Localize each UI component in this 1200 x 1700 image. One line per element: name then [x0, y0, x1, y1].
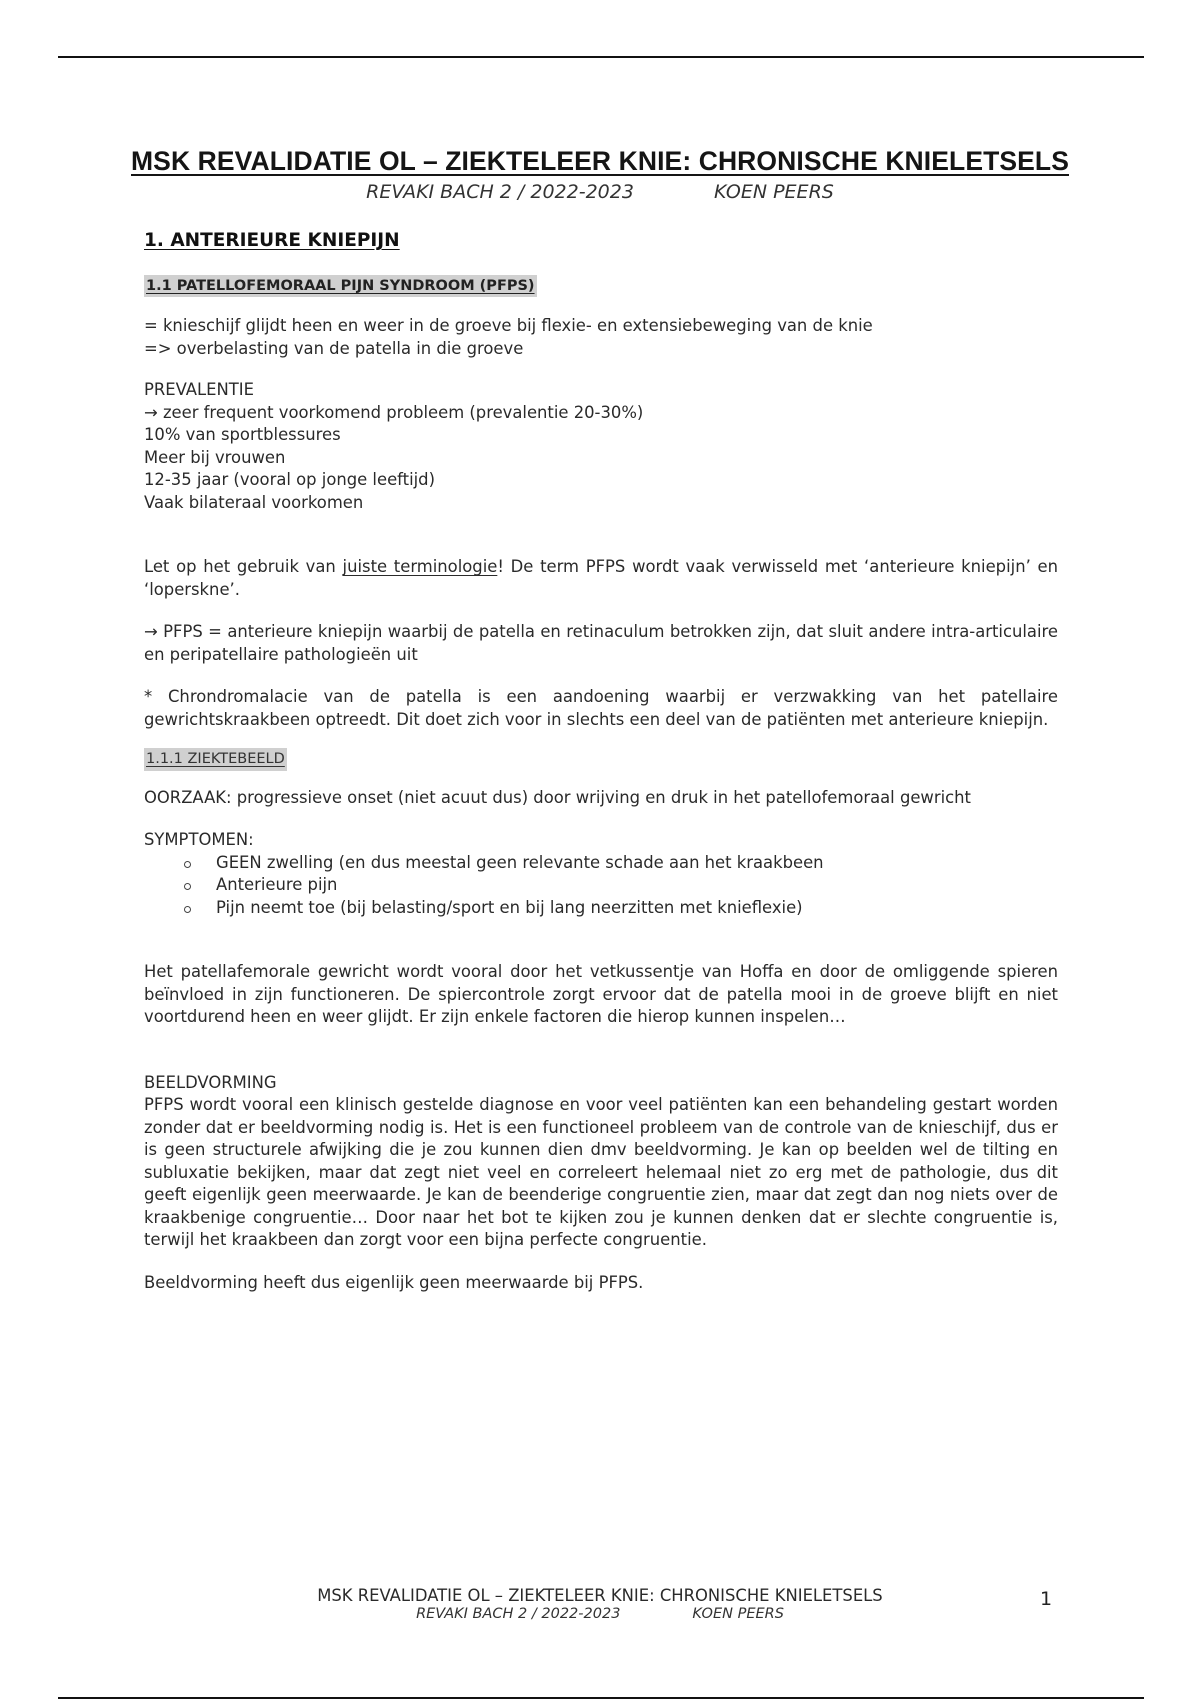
footer-course: REVAKI BACH 2 / 2022-2023 — [416, 1606, 621, 1622]
section-heading-1-1-1: 1.1.1 ZIEKTEBEELD — [144, 748, 287, 771]
bullet-icon — [184, 883, 191, 890]
top-rule — [58, 56, 1144, 58]
prevalence-item: Meer bij vrouwen — [144, 447, 286, 467]
joint-paragraph: Het patellafemorale gewricht wordt vooral door het vetkussentje van Hoffa en door de omliggende spieren beïnvloed in zijn functioneren. De spiercontrole zorgt ervoor dat de patella mooi in de groeve blijft en niet voortdurend heen en weer glijdt. Er zijn enkele factoren die hierop kunnen inspelen… — [144, 962, 1058, 1026]
imaging-heading: BEELDVORMING — [144, 1072, 277, 1092]
terminology-underlined: juiste terminologie — [342, 557, 498, 576]
imaging-conclusion: Beeldvorming heeft dus eigenlijk geen meerwaarde bij PFPS. — [144, 1272, 644, 1292]
section-heading-1: 1. ANTERIEURE KNIEPIJN — [144, 230, 400, 251]
prevalence-item: Vaak bilateraal voorkomen — [144, 492, 364, 512]
page-number: 1 — [1040, 1588, 1053, 1610]
document-title: MSK REVALIDATIE OL – ZIEKTELEER KNIE: CHRONISCHE KNIELETSELS — [131, 146, 1069, 176]
document-header — [0, 146, 1200, 203]
symptoms-heading: SYMPTOMEN: — [144, 830, 254, 849]
imaging-paragraph: PFPS wordt vooral een klinisch gestelde diagnose en voor veel patiënten kan een behandeling gestart worden zonder dat er beeldvorming nodig is. Het is een functioneel probleem van de controle van de knieschijf, dus er is geen structurele afwijking die je zou kunnen dien dmv beeldvorming. Je kan op beelden wel de tilting en subluxatie bekijken, maar dat zegt niet veel en correleert helemaal niet zo erg met de pathologie, dus dit geeft eigenlijk geen meerwaarde. Je kan de beenderige congruentie zien, maar dat zegt dan nog niets over de kraakbenige congruentie… Door naar het bot te kijken zou je kunnen denken dat er slechte congruentie is, terwijl het kraakbeen dan zorgt voor een bijna perfecte congruentie. — [144, 1095, 1058, 1249]
symptoms-list — [144, 852, 1058, 920]
bullet-icon — [184, 906, 191, 913]
pfps-definition: → PFPS = anterieure kniepijn waarbij de patella en retinaculum betrokken zijn, dat sluit andere intra-articulaire en peripatellaire pathologieën uit — [144, 622, 1058, 664]
cause-paragraph: OORZAAK: progressieve onset (niet acuut dus) door wrijving en druk in het patellofemoraal gewricht — [144, 787, 971, 807]
author-label: KOEN PEERS — [713, 181, 834, 203]
prevalence-item: → zeer frequent voorkomend probleem (prevalentie 20-30%) — [144, 402, 644, 422]
page-footer — [0, 1586, 1200, 1622]
prevalence-item: 12-35 jaar (vooral op jonge leeftijd) — [144, 470, 435, 489]
bottom-rule — [58, 1697, 1144, 1699]
definition-line-1: = knieschijf glijdt heen en weer in de groeve bij flexie- en extensiebeweging van de knie — [144, 316, 873, 335]
chondromalacia-note: * Chrondromalacie van de patella is een aandoening waarbij er verzwakking van het patellaire gewrichtskraakbeen optreedt. Dit doet zich voor in slechts een deel van de patiënten met anterieure kniepijn. — [144, 687, 1058, 729]
definition-line-2: => overbelasting van de patella in die groeve — [144, 338, 524, 358]
list-item: Anterieure pijn — [184, 874, 1058, 897]
section-heading-1-1: 1.1 PATELLOFEMORAAL PIJN SYNDROOM (PFPS) — [144, 275, 537, 298]
document-body — [144, 230, 1058, 1294]
footer-author: KOEN PEERS — [692, 1606, 784, 1622]
footer-title: MSK REVALIDATIE OL – ZIEKTELEER KNIE: CHRONISCHE KNIELETSELS — [317, 1586, 883, 1605]
terminology-paragraph: Let op het gebruik van juiste terminologie! De term PFPS wordt vaak verwisseld met ‘anterieure kniepijn’ en ‘loperskne’. — [144, 557, 1058, 599]
list-item: GEEN zwelling (en dus meestal geen relevante schade aan het kraakbeen — [184, 852, 1058, 875]
prevalence-item: 10% van sportblessures — [144, 425, 341, 444]
list-item: Pijn neemt toe (bij belasting/sport en bij lang neerzitten met knieflexie) — [184, 897, 1058, 920]
footer-subtitle — [0, 1606, 1200, 1622]
bullet-icon — [184, 861, 191, 868]
document-subtitle — [0, 181, 1200, 203]
course-label: REVAKI BACH 2 / 2022-2023 — [366, 181, 634, 203]
prevalence-heading: PREVALENTIE — [144, 380, 254, 399]
